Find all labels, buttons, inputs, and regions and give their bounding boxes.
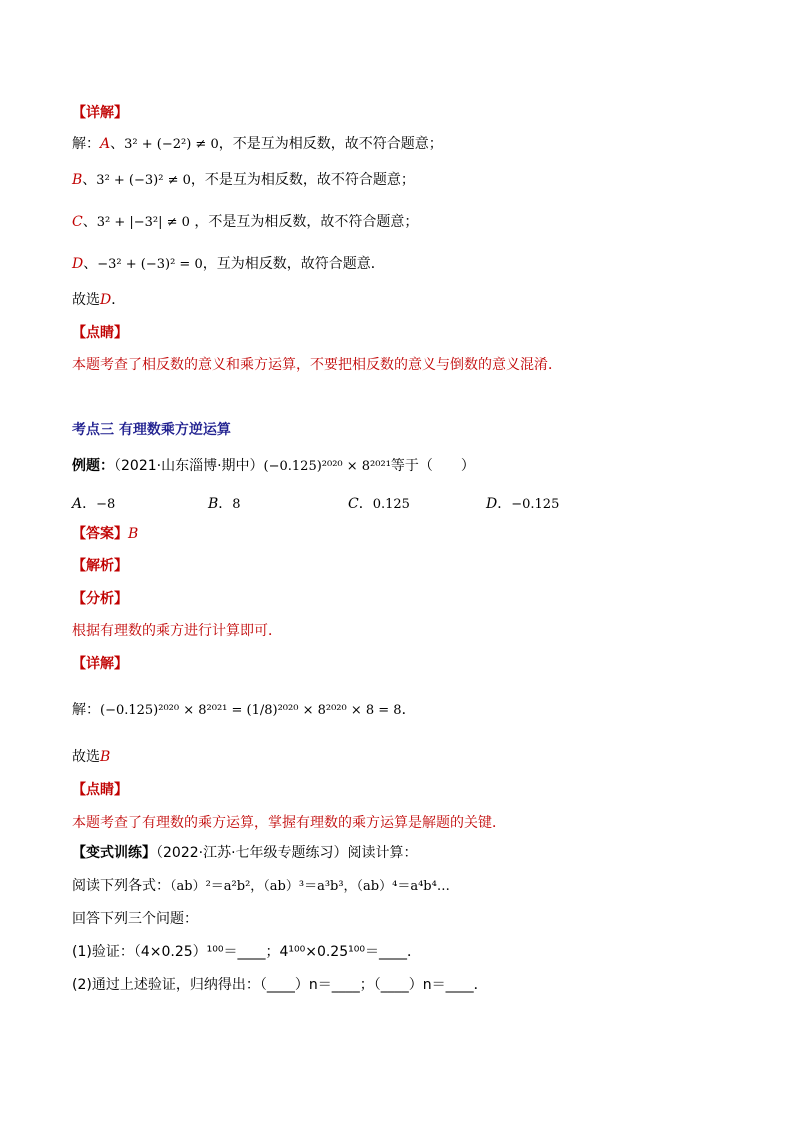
choose-line-1: 故选D． [72, 292, 126, 308]
option-letter-b: B [72, 172, 83, 188]
variant-training-line [72, 843, 418, 863]
options-row [72, 494, 672, 514]
detail-prefix: 解： [72, 702, 100, 718]
choose-line-2: 故选B [72, 749, 111, 765]
expression-a: 3² + (−2²) ≠ 0 [124, 137, 219, 152]
expression-d: −3² + (−3)² = 0 [97, 257, 203, 272]
solution-line-b: B、3² + (−3)² ≠ 0，不是互为相反数，故不符合题意； [72, 172, 415, 188]
solution-line-c: C、3² + |−3²| ≠ 0 ，不是互为相反数，故不符合题意； [72, 214, 419, 230]
read-line: 阅读下列各式：（ab）²＝a²b²，（ab）³＝a³b³，（ab）⁴＝a⁴b⁴… [72, 878, 450, 894]
option-b[interactable]: B．8 [208, 496, 241, 512]
example-label: 例题： [72, 458, 114, 474]
expression-c: 3² + |−3²| ≠ 0 [96, 215, 190, 230]
detail-expression: (−0.125)²⁰²⁰ × 8²⁰²¹ = (1/8)²⁰²⁰ × 8²⁰²⁰ × 8 = 8 [100, 703, 402, 718]
answer-heading: 【答案】 [72, 526, 128, 542]
option-letter-d: D [72, 256, 84, 272]
section-title: 考点三 有理数乘方逆运算 [72, 422, 231, 438]
answer-intro: 回答下列三个问题： [72, 911, 198, 927]
read-expression: （ab）²＝a²b²，（ab）³＝a³b³，（ab）⁴＝a⁴b⁴… [170, 879, 450, 894]
chosen-letter-2: B [100, 749, 111, 765]
example-expression: (−0.125)²⁰²⁰ × 8²⁰²¹ [263, 459, 391, 474]
expression-b: 3² + (−3)² ≠ 0 [96, 173, 191, 188]
comment-heading: 【点睛】 [72, 325, 128, 341]
comment-text-2: 本题考查了有理数的乘方运算，掌握有理数的乘方运算是解题的关键． [72, 815, 506, 831]
example-suffix: 等于（ ） [390, 458, 475, 474]
variant-training-source: （2022·江苏·七年级专题练习）阅读计算： [156, 845, 418, 861]
line-c-text: ，不是互为相反数，故不符合题意； [189, 214, 419, 230]
chosen-letter: D [100, 292, 112, 308]
solution-line-d: D、−3² + (−3)² = 0，互为相反数，故符合题意． [72, 256, 385, 272]
question-2: (2)通过上述验证，归纳得出：（____）n＝____；（____）n＝____． [72, 977, 488, 993]
option-letter-c: C [72, 214, 83, 230]
fenxi-text: 根据有理数的乘方进行计算即可． [72, 623, 282, 639]
answer-letter: B [128, 526, 139, 542]
solution-line-a: 解：A、3² + (−2²) ≠ 0，不是互为相反数，故不符合题意； [72, 136, 443, 152]
variant-training-label: 【变式训练】 [72, 845, 156, 861]
line-b-text: ，不是互为相反数，故不符合题意； [190, 172, 415, 188]
analysis-heading: 【解析】 [72, 558, 128, 574]
option-d[interactable]: D．−0.125 [486, 496, 560, 512]
detail-heading-2: 【详解】 [72, 656, 128, 672]
option-a[interactable]: A．−8 [72, 496, 116, 512]
line-d-text: ，互为相反数，故符合题意． [202, 256, 385, 272]
option-letter-a: A [100, 136, 111, 152]
comment-text: 本题考查了相反数的意义和乘方运算，不要把相反数的意义与倒数的意义混淆． [72, 357, 562, 373]
fenxi-heading: 【分析】 [72, 591, 128, 607]
option-c[interactable]: C．0.125 [348, 496, 410, 512]
detail-expression-line: 解：(−0.125)²⁰²⁰ × 8²⁰²¹ = (1/8)²⁰²⁰ × 8²⁰²⁰ × 8 = 8． [72, 702, 416, 718]
answer-line [72, 524, 138, 544]
detail-heading: 【详解】 [72, 105, 128, 121]
comment-heading-2: 【点睛】 [72, 782, 128, 798]
line-a-text: ，不是互为相反数，故不符合题意； [218, 136, 443, 152]
example-line [72, 456, 475, 477]
solution-prefix: 解： [72, 136, 100, 152]
question-1: (1)验证：（4×0.25）¹⁰⁰＝____；4¹⁰⁰×0.25¹⁰⁰＝____． [72, 944, 421, 960]
example-source: （2021·山东淄博·期中） [114, 458, 264, 474]
